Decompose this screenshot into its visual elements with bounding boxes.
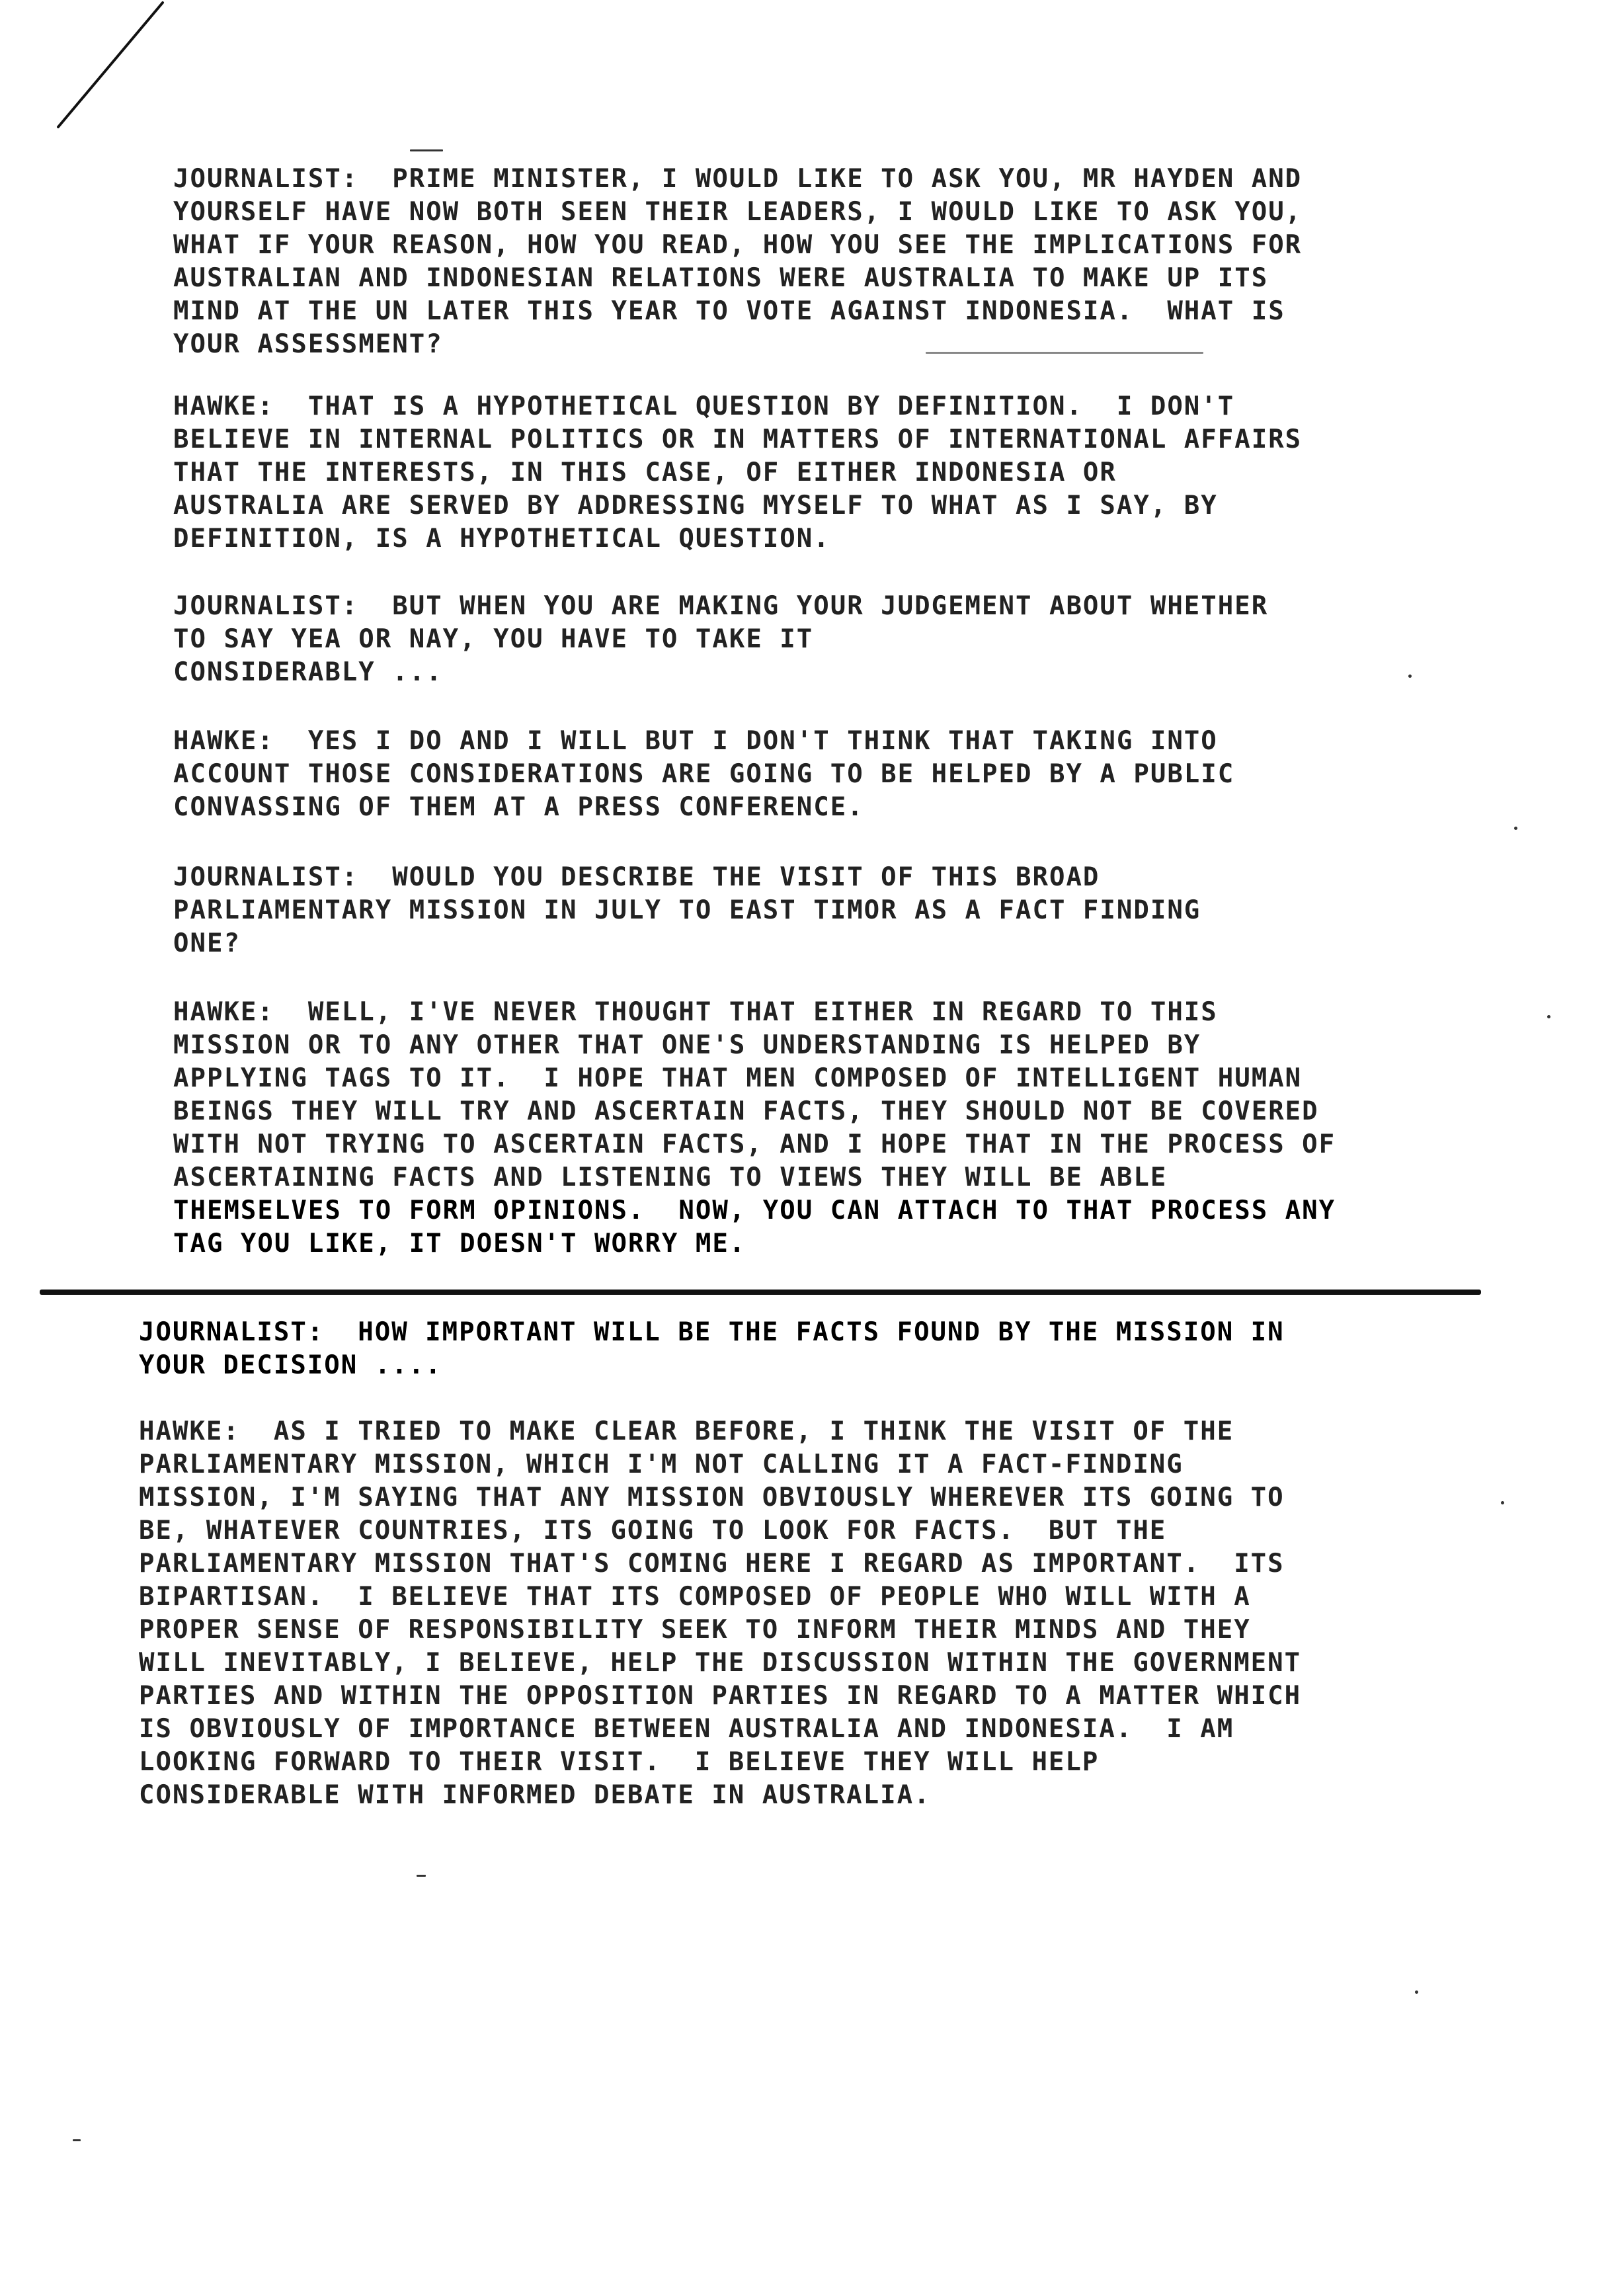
journalist-question-2 (173, 590, 1268, 689)
hawke-answer-3 (173, 996, 1336, 1260)
text-line: HAWKE: YES I DO AND I WILL BUT I DON'T THINK THAT TAKING INTO (173, 726, 1218, 756)
text-line: ONE? (173, 928, 241, 958)
text-line: CONVASSING OF THEM AT A PRESS CONFERENCE. (173, 792, 864, 822)
page-divider-rule (40, 1290, 1481, 1295)
text-line: TO SAY YEA OR NAY, YOU HAVE TO TAKE IT (173, 624, 814, 654)
journalist-question-4 (139, 1316, 1285, 1382)
hawke-answer-2 (173, 725, 1234, 824)
hawke-answer-4 (139, 1415, 1301, 1812)
text-line: HAWKE: THAT IS A HYPOTHETICAL QUESTION BY DEFINITION. I DON'T (173, 391, 1235, 421)
scan-speck (1547, 1015, 1550, 1018)
text-line: BEINGS THEY WILL TRY AND ASCERTAIN FACTS, THEY SHOULD NOT BE COVERED (173, 1096, 1319, 1126)
text-line: YOURSELF HAVE NOW BOTH SEEN THEIR LEADERS, I WOULD LIKE TO ASK YOU, (173, 197, 1303, 227)
pen-stroke-mark (53, 0, 172, 132)
text-line: THAT THE INTERESTS, IN THIS CASE, OF EITHER INDONESIA OR (173, 458, 1117, 487)
text-line: JOURNALIST: HOW IMPORTANT WILL BE THE FACTS FOUND BY THE MISSION IN (139, 1317, 1285, 1347)
text-line: MISSION, I'M SAYING THAT ANY MISSION OBVIOUSLY WHEREVER ITS GOING TO (139, 1483, 1285, 1512)
text-line: AUSTRALIA ARE SERVED BY ADDRESSING MYSELF TO WHAT AS I SAY, BY (173, 491, 1218, 520)
text-line: WILL INEVITABLY, I BELIEVE, HELP THE DISCUSSION WITHIN THE GOVERNMENT (139, 1648, 1302, 1678)
text-line: YOUR ASSESSMENT? (173, 329, 443, 359)
text-line: MISSION OR TO ANY OTHER THAT ONE'S UNDERSTANDING IS HELPED BY (173, 1030, 1201, 1060)
text-line: APPLYING TAGS TO IT. I HOPE THAT MEN COMPOSED OF INTELLIGENT HUMAN (173, 1063, 1303, 1093)
scan-speck (73, 2139, 81, 2141)
text-line: WITH NOT TRYING TO ASCERTAIN FACTS, AND I HOPE THAT IN THE PROCESS OF (173, 1129, 1336, 1159)
text-line: AUSTRALIAN AND INDONESIAN RELATIONS WERE AUSTRALIA TO MAKE UP ITS (173, 263, 1269, 293)
text-line: YOUR DECISION .... (139, 1350, 442, 1380)
text-line: BELIEVE IN INTERNAL POLITICS OR IN MATTERS OF INTERNATIONAL AFFAIRS (173, 425, 1303, 454)
text-line: CONSIDERABLE WITH INFORMED DEBATE IN AUSTRALIA. (139, 1780, 931, 1810)
text-line: LOOKING FORWARD TO THEIR VISIT. I BELIEVE THEY WILL HELP (139, 1747, 1100, 1777)
journalist-question-3 (173, 861, 1201, 960)
scan-speck (410, 149, 443, 151)
text-line: CONSIDERABLY ... (173, 657, 443, 687)
scan-speck (1514, 827, 1517, 830)
text-line: MIND AT THE UN LATER THIS YEAR TO VOTE AGAINST INDONESIA. WHAT IS (173, 296, 1285, 326)
text-line: THEMSELVES TO FORM OPINIONS. NOW, YOU CAN ATTACH TO THAT PROCESS ANY (173, 1196, 1336, 1225)
text-line: ASCERTAINING FACTS AND LISTENING TO VIEWS THEY WILL BE ABLE (173, 1163, 1168, 1192)
text-line: BE, WHATEVER COUNTRIES, ITS GOING TO LOOK FOR FACTS. BUT THE (139, 1516, 1167, 1545)
text-line: PROPER SENSE OF RESPONSIBILITY SEEK TO INFORM THEIR MINDS AND THEY (139, 1615, 1251, 1645)
scan-speck (1501, 1501, 1504, 1504)
text-line: JOURNALIST: PRIME MINISTER, I WOULD LIKE TO ASK YOU, MR HAYDEN AND (173, 164, 1303, 194)
text-line: TAG YOU LIKE, IT DOESN'T WORRY ME. (173, 1229, 746, 1258)
text-line: PARLIAMENTARY MISSION IN JULY TO EAST TIMOR AS A FACT FINDING (173, 895, 1201, 925)
text-line: PARLIAMENTARY MISSION, WHICH I'M NOT CALLING IT A FACT-FINDING (139, 1450, 1184, 1479)
text-line: IS OBVIOUSLY OF IMPORTANCE BETWEEN AUSTRALIA AND INDONESIA. I AM (139, 1714, 1234, 1744)
text-line: DEFINITION, IS A HYPOTHETICAL QUESTION. (173, 524, 830, 554)
text-line: PARLIAMENTARY MISSION THAT'S COMING HERE I REGARD AS IMPORTANT. ITS (139, 1549, 1285, 1578)
text-line: JOURNALIST: BUT WHEN YOU ARE MAKING YOUR JUDGEMENT ABOUT WHETHER (173, 591, 1269, 621)
scan-speck (1408, 675, 1412, 678)
text-line: JOURNALIST: WOULD YOU DESCRIBE THE VISIT OF THIS BROAD (173, 862, 1100, 892)
text-line: WHAT IF YOUR REASON, HOW YOU READ, HOW YOU SEE THE IMPLICATIONS FOR (173, 230, 1303, 260)
hawke-answer-1 (173, 390, 1302, 555)
text-line: BIPARTISAN. I BELIEVE THAT ITS COMPOSED OF PEOPLE WHO WILL WITH A (139, 1582, 1251, 1612)
text-line: HAWKE: AS I TRIED TO MAKE CLEAR BEFORE, I THINK THE VISIT OF THE (139, 1416, 1234, 1446)
text-line: ACCOUNT THOSE CONSIDERATIONS ARE GOING TO BE HELPED BY A PUBLIC (173, 759, 1235, 789)
journalist-question-1 (173, 163, 1302, 361)
scan-speck (417, 1875, 426, 1877)
scan-speck (1415, 1990, 1418, 1994)
text-line: HAWKE: WELL, I'VE NEVER THOUGHT THAT EITHER IN REGARD TO THIS (173, 997, 1218, 1027)
text-line: PARTIES AND WITHIN THE OPPOSITION PARTIES IN REGARD TO A MATTER WHICH (139, 1681, 1302, 1711)
